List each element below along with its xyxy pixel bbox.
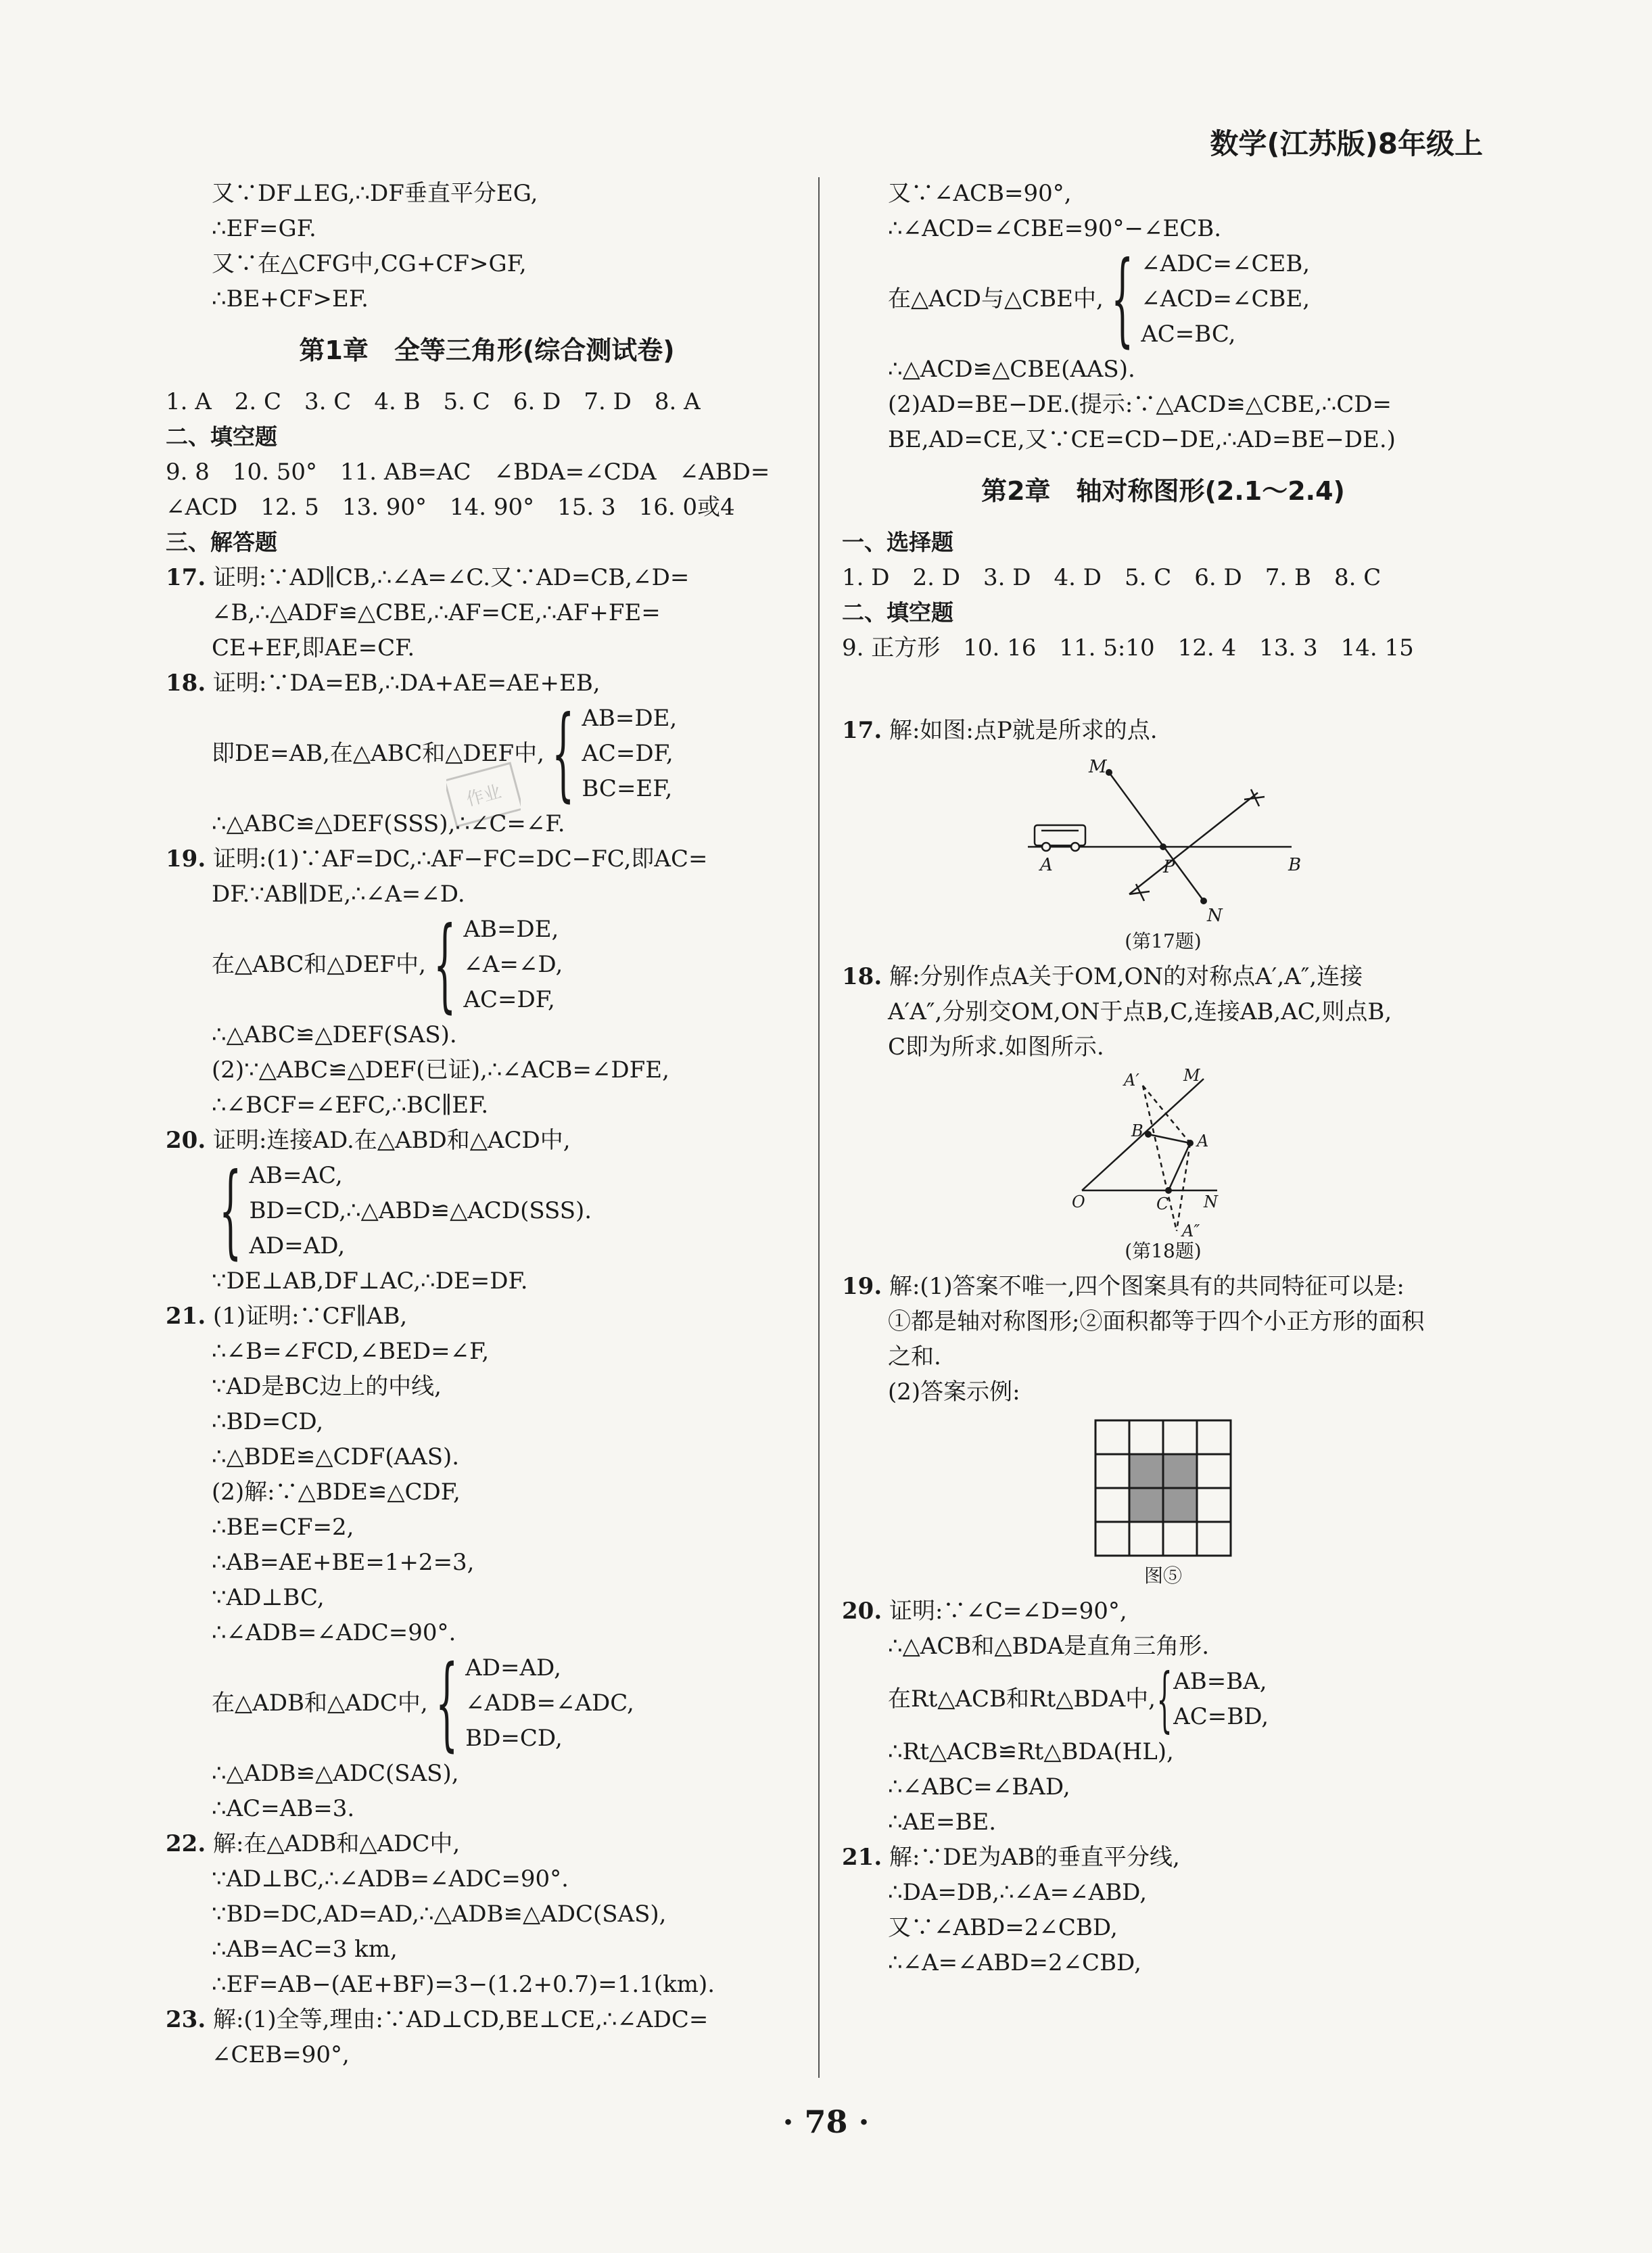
text-line: 解:(1)答案不唯一,四个图案具有的共同特征可以是:: [889, 1273, 1405, 1300]
question-20: [166, 1123, 808, 1158]
question-number: 17.: [166, 564, 206, 591]
text-line: 又∵∠ABD=2∠CBD,: [888, 1914, 1118, 1941]
equation-system: [842, 240, 1484, 358]
text-line: (2)AD=BE−DE.(提示:∵△ACD≌△CBE,∴CD=: [888, 391, 1392, 418]
text-line: ∴DA=DB,∴∠A=∠ABD,: [888, 1879, 1148, 1906]
question-number: 21.: [842, 1844, 882, 1871]
chapter-2-title: 第2章 轴对称图形(2.1～2.4): [981, 476, 1345, 506]
left-brace: {: [219, 1152, 242, 1270]
system-line: AD=AD,: [249, 1232, 346, 1259]
system-line: AB=BA,: [1173, 1668, 1267, 1695]
label-m: M: [1089, 757, 1107, 777]
figure-caption: (第18题): [1125, 1240, 1202, 1262]
text-line: ∴△BDE≌△CDF(AAS).: [212, 1443, 460, 1470]
text-line: ∴AC=AB=3.: [212, 1795, 355, 1822]
label-o: O: [1072, 1192, 1085, 1211]
label-p: P: [1163, 857, 1175, 877]
equation-system: [842, 1658, 1484, 1740]
text-line: ∴∠ABC=∠BAD,: [888, 1773, 1070, 1801]
system-line: ∠ADB=∠ADC,: [465, 1690, 634, 1717]
system-line: ∠ADC=∠CEB,: [1141, 250, 1311, 277]
text-line: ∴AE=BE.: [888, 1809, 997, 1836]
left-brace: {: [1110, 240, 1134, 358]
text-line: 证明:∵AD∥CB,∴∠A=∠C.又∵AD=CB,∠D=: [212, 564, 690, 591]
text-line: ∴△ACD≌△CBE(AAS).: [888, 356, 1135, 383]
text-line: ∵AD⊥BC,∴∠ADB=∠ADC=90°.: [212, 1865, 569, 1892]
text-line: 证明:∵DA=EB,∴DA+AE=AE+EB,: [212, 670, 600, 697]
label-a: A: [1197, 1132, 1209, 1151]
text-line: (2)解:∵△BDE≌△CDF,: [212, 1479, 461, 1506]
figure-5: [842, 1414, 1484, 1589]
label-n: N: [1204, 1192, 1218, 1211]
line-through-a-reflection: [1129, 793, 1258, 894]
question-number: 20.: [842, 1598, 882, 1625]
question-22: [166, 1826, 808, 1861]
text-line: ∴△ACB和△BDA是直角三角形.: [888, 1633, 1210, 1660]
text-line: 解:∵DE为AB的垂直平分线,: [889, 1844, 1180, 1871]
text-line: 证明:∵∠C=∠D=90°,: [889, 1598, 1127, 1625]
system-line: ∠ACD=∠CBE,: [1141, 285, 1311, 312]
system-line: BD=CD,: [465, 1725, 563, 1752]
question-21: [166, 1299, 808, 1334]
point-p: [1160, 843, 1166, 850]
label-c: C: [1156, 1194, 1169, 1213]
system-line: AB=DE,: [582, 705, 678, 732]
question-19: [166, 841, 808, 877]
question-18: [166, 666, 808, 701]
label-a-double-prime: A″: [1182, 1222, 1200, 1238]
text-line: 之和.: [888, 1343, 941, 1370]
text-line: (2)∵△ABC≌△DEF(已证),∴∠ACB=∠DFE,: [212, 1056, 669, 1084]
text-line: 解:在△ADB和△ADC中,: [212, 1830, 461, 1857]
text-line: ∵AD⊥BC,: [212, 1584, 325, 1611]
equation-system: [166, 906, 808, 1023]
section-heading: 三、解答题: [166, 529, 277, 555]
text-line: ∴∠BCF=∠EFC,∴BC∥EF.: [212, 1092, 489, 1119]
text-line: 解:(1)全等,理由:∵AD⊥CD,BE⊥CE,∴∠ADC=: [212, 2006, 709, 2033]
question-number: 20.: [166, 1127, 206, 1154]
text-line: ∴∠B=∠FCD,∠BED=∠F,: [212, 1338, 490, 1365]
question-18: [842, 959, 1484, 994]
left-brace: {: [435, 1644, 458, 1762]
fill-answers-15-16: [842, 666, 1484, 713]
text-line: 解:分别作点A关于OM,ON的对称点A′,A″,连接: [889, 963, 1363, 990]
equation-system: [166, 1644, 808, 1762]
fill-answers: 9. 8 10. 50° 11. AB=AC ∠BDA=∠CDA ∠ABD=: [166, 459, 770, 486]
system-line: BC=EF,: [582, 775, 673, 802]
line-mn: [1109, 772, 1204, 901]
question-19: [842, 1269, 1484, 1304]
text-line: A′A″,分别交OM,ON于点B,C,连接AB,AC,则点B,: [888, 998, 1392, 1025]
text-line: C即为所求.如图所示.: [888, 1033, 1104, 1061]
text-line: 证明:连接AD.在△ABD和△ACD中,: [212, 1127, 571, 1154]
text-line: ∴BD=CD,: [212, 1408, 324, 1435]
section-heading: 一、选择题: [842, 529, 953, 555]
reflection-diagram: [1068, 1069, 1258, 1238]
bus-wheel: [1071, 843, 1079, 851]
text-line: CE+EF,即AE=CF.: [212, 634, 415, 661]
text-line: ∴Rt△ACB≌Rt△BDA(HL),: [888, 1738, 1174, 1765]
question-number: 17.: [842, 717, 882, 744]
book-header: 数学(江苏版)8年级上: [1210, 127, 1483, 160]
question-17: [842, 713, 1484, 748]
bus-wheel: [1042, 843, 1050, 851]
figure-17: [842, 752, 1484, 955]
fill-answers: ∠ACD 12. 5 13. 90° 14. 90° 15. 3 16. 0或4: [166, 494, 735, 521]
question-number: 18.: [842, 963, 882, 990]
system-line: AB=DE,: [463, 916, 559, 943]
question-20: [842, 1594, 1484, 1629]
right-column: [842, 176, 1484, 1980]
page-number: · 78 ·: [782, 2104, 870, 2140]
figure-18: [842, 1069, 1484, 1265]
text-line: ∵BD=DC,AD=AD,∴△ADB≌△ADC(SAS),: [212, 1901, 667, 1928]
text-line: ∴BE=CF=2,: [212, 1514, 354, 1541]
bus-body: [1035, 825, 1085, 845]
label-a-prime: A′: [1124, 1071, 1139, 1090]
left-brace: {: [433, 906, 456, 1023]
svg-text:作业: 作业: [464, 781, 504, 811]
question-number: 21.: [166, 1303, 206, 1330]
text-line: ∴BE+CF>EF.: [212, 285, 369, 312]
question-17: [166, 560, 808, 595]
text-line: ∠B,∴△ADF≌△CBE,∴AF=CE,∴AF+FE=: [212, 599, 661, 626]
text-line: ①都是轴对称图形;②面积都等于四个小正方形的面积: [888, 1308, 1425, 1335]
system-line: ∠A=∠D,: [463, 951, 563, 978]
text-line: DF.∵AB∥DE,∴∠A=∠D.: [212, 881, 465, 908]
text-line: ∴EF=AB−(AE+BF)=3−(1.2+0.7)=1.1(km).: [212, 1971, 715, 1998]
text-line: ∴△ABC≌△DEF(SSS),∴∠C=∠F.: [212, 810, 565, 837]
point-b: [1145, 1131, 1152, 1138]
point-n: [1200, 898, 1207, 904]
point-a: [1187, 1140, 1194, 1146]
text-line: ∠CEB=90°,: [212, 2041, 350, 2068]
section-heading: 二、填空题: [166, 423, 277, 450]
system-line: AC=DF,: [463, 986, 555, 1013]
figure-caption: (第17题): [1125, 930, 1202, 952]
text-line: 即DE=AB,在△ABC和△DEF中,: [212, 740, 544, 767]
equation-system: [166, 695, 808, 812]
text-line: 又∵DF⊥EG,∴DF垂直平分EG,: [212, 180, 538, 207]
chapter-1-title: 第1章 全等三角形(综合测试卷): [299, 335, 675, 365]
label-m: M: [1183, 1069, 1200, 1085]
text-line: ∴△ABC≌△DEF(SAS).: [212, 1021, 457, 1048]
equation-system: [166, 1152, 808, 1270]
left-brace: {: [1156, 1658, 1173, 1740]
text-line: 在△ACD与△CBE中,: [888, 285, 1104, 312]
system-line: AB=AC,: [249, 1162, 343, 1189]
text-line: BE,AD=CE,又∵CE=CD−DE,∴AD=BE−DE.): [888, 426, 1396, 453]
question-23: [166, 2002, 808, 2037]
point-c: [1165, 1187, 1172, 1194]
system-line: AC=BC,: [1141, 321, 1236, 348]
multiple-choice-answers: 1. A 2. C 3. C 4. B 5. C 6. D 7. D 8. A: [166, 388, 701, 415]
system-line: AC=BD,: [1173, 1703, 1269, 1730]
text-line: ∴∠A=∠ABD=2∠CBD,: [888, 1949, 1141, 1976]
text-line: 证明:(1)∵AF=DC,∴AF−FC=DC−FC,即AC=: [212, 845, 708, 873]
question-21: [842, 1840, 1484, 1875]
text-line: ∵AD是BC边上的中线,: [212, 1373, 442, 1400]
text-line: 在△ADB和△ADC中,: [212, 1690, 428, 1717]
label-n: N: [1207, 906, 1223, 926]
left-brace: {: [551, 695, 575, 812]
text-line: 在Rt△ACB和Rt△BDA中,: [888, 1686, 1156, 1713]
label-b: B: [1131, 1121, 1143, 1140]
system-line: BD=CD,∴△ABD≌△ACD(SSS).: [249, 1197, 592, 1224]
multiple-choice-answers: 1. D 2. D 3. D 4. D 5. C 6. D 7. B 8. C: [842, 564, 1382, 591]
question-number: 23.: [166, 2006, 206, 2033]
system-line: AD=AD,: [465, 1654, 561, 1681]
text-line: ∴△ADB≌△ADC(SAS),: [212, 1760, 459, 1787]
text-line: 解:如图:点P就是所求的点.: [889, 717, 1158, 744]
text-line: ∴AB=AE+BE=1+2=3,: [212, 1549, 475, 1576]
system-line: AC=DF,: [582, 740, 674, 767]
left-column: [166, 176, 808, 2072]
text-line: 又∵在△CFG中,CG+CF>GF,: [212, 250, 527, 277]
column-divider: [818, 177, 820, 2078]
figure-caption: 图⑤: [1143, 1564, 1182, 1587]
text-line: (1)证明:∵CF∥AB,: [212, 1303, 408, 1330]
label-b: B: [1288, 855, 1302, 875]
question-number: 19.: [166, 845, 206, 873]
text-line: ∴AB=AC=3 km,: [212, 1936, 398, 1963]
bus-reflection-diagram: [1021, 752, 1305, 928]
grid-pattern: [1089, 1414, 1237, 1562]
label-a: A: [1040, 855, 1053, 875]
text-line: ∴∠ACD=∠CBE=90°−∠ECB.: [888, 215, 1222, 242]
text-line: ∵DE⊥AB,DF⊥AC,∴DE=DF.: [212, 1268, 528, 1295]
fill-answers: 9. 正方形 10. 16 11. 5:10 12. 4 13. 3 14. 15: [842, 634, 1414, 661]
text-line: 在△ABC和△DEF中,: [212, 951, 426, 978]
text-line: ∴∠ADB=∠ADC=90°.: [212, 1619, 456, 1646]
text-line: ∴EF=GF.: [212, 215, 316, 242]
text-line: 又∵∠ACB=90°,: [888, 180, 1072, 207]
text-line: (2)答案示例:: [888, 1378, 1020, 1406]
question-number: 18.: [166, 670, 206, 697]
question-number: 19.: [842, 1273, 882, 1300]
segment-ca: [1169, 1143, 1190, 1190]
question-number: 22.: [166, 1830, 206, 1857]
section-heading: 二、填空题: [842, 599, 953, 626]
